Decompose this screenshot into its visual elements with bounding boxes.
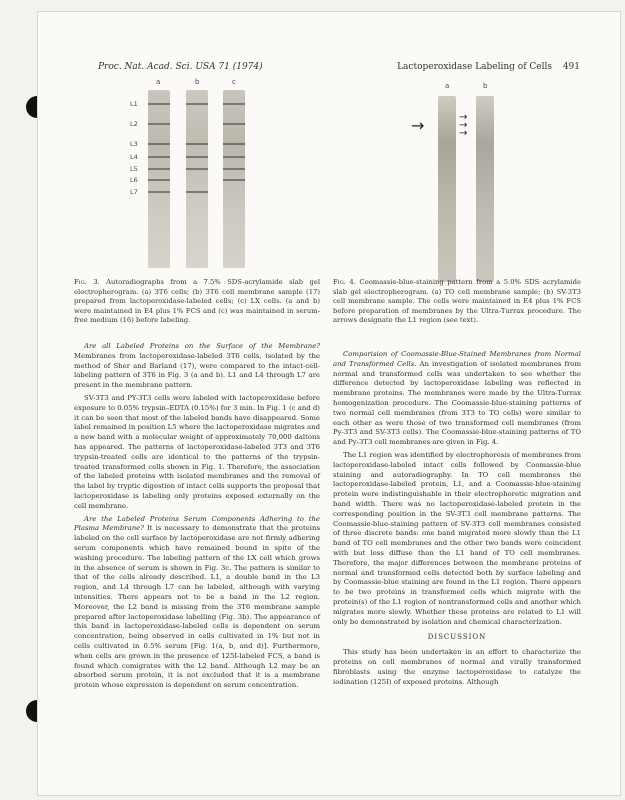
section-heading: Are the Labeled Proteins Serum Components Adhering to the Plasma Membrane?	[74, 514, 320, 533]
gel-band	[186, 143, 208, 145]
l1-region-arrow: →	[411, 116, 425, 135]
l1-region-arrow: →	[459, 128, 468, 139]
gel-band	[186, 168, 208, 170]
figure-3-label: Fig. 3.	[74, 278, 100, 286]
paragraph	[333, 648, 581, 687]
fig4-lane-label: a	[445, 82, 450, 90]
gel-band	[148, 103, 170, 105]
gel-band	[148, 156, 170, 158]
fig3-band-label: L2	[130, 120, 138, 128]
paragraph-text: An investigation of isolated membranes from normal and transformed cells was undertaken to see whether the difference detected by lactoperoxidase labeling was reflected in membrane proteins. The membranes were made by the Ultra-Turrax homogenization procedure. The Coomassie-blue-staining patterns of two normal cell membranes (from 3T3 to TO cells) were similar to each other as were those of two transformed cell membranes (from Py-3T3 and SV-3T3 cells). The Coomassie-blue-staining patterns of TO and Py-3T3 cell membranes are given in Fig. 4.	[333, 359, 581, 447]
section-heading: Comparision of Coomassie-Blue-Stained Membranes from Normal and Transformed Cells.	[333, 350, 581, 368]
left-column	[74, 342, 320, 694]
section-heading: Are all Labeled Proteins on the Surface of the Membrane?	[84, 342, 320, 350]
discussion-heading: DISCUSSION	[427, 633, 487, 642]
paragraph-text: SV-3T3 and PY-3T3 cells were labeled with lactoperoxidase before exposure to 0.05% trypsin–EDTA (0.15%) for 3 min. In Fig. 1 (c and d) it can be seen that most of the labeled bands have disappeared. Some label remained in position L5 where the lactoperoxidase migrates and a new band with a molecular weight of approximately 70,000 daltons has appeared. The patterns of lactoperoxidase-labeled 3T3 and 3T6 trypsin-treated cells are identical to the patterns of the trypsin-treated transformed cells shown in Fig. 1. Therefore, the association of the labeled proteins with isolated membranes and the removal of the label by tryptic digestion of intact cells supports the proposal that lactoperoxidase is labeling only proteins exposed externally on the cell membrane.	[74, 393, 320, 510]
gel-band	[223, 168, 245, 170]
fig3-band-label: L4	[130, 153, 138, 161]
fig3-band-label: L3	[130, 140, 138, 148]
page-number: 491	[562, 62, 580, 72]
fig4-lane-label: b	[483, 82, 488, 90]
gel-band	[186, 191, 208, 193]
gel-band	[186, 156, 208, 158]
figure-4-label: Fig. 4.	[333, 278, 356, 286]
fig3-lane-label: c	[232, 78, 236, 86]
fig3-lane-label: a	[156, 78, 161, 86]
gel-band	[148, 168, 170, 170]
right-column	[333, 350, 581, 690]
journal-citation: Proc. Nat. Acad. Sci. USA 71 (1974)	[98, 62, 263, 72]
fig3-band-label: L1	[130, 100, 138, 108]
gel-lane-a	[438, 96, 456, 282]
paragraph	[74, 394, 320, 512]
paragraph	[74, 342, 320, 391]
paragraph-text: The L1 region was identified by electrophoresis of membranes from lactoperoxidase-labeled intact cells followed by Coomassie-blue staining and autoradiography. In TO cell membranes the lactoperoxidase-labeled protein, L1, and a Coomassie-blue-staining protein were indistinguishable in their electrophoretic migration and band width. There was no lactoperoxidase-labeled protein in the corresponding position in the SV-3T3 cell membrane patterns. The Coomassie-blue-staining pattern of SV-3T3 cell membranes consisted of three discrete bands: one band migrated more slowly than the L1 band of TO cell membranes and the other two bands were coincident with but less diffuse than the L1 band of TO cell membranes. Therefore, the major differences between the membrane proteins of normal and transformed cells detected both by surface labeling and by Coomassie-blue staining are found in the L1 region. There appears to be two proteins in transformed cells which migrate with the protein(s) of the L1 region of nontransformed cells and another which migrates more slowly. Whether these proteins are related to L1 will only be demonstrated by isolation and chemical characterization.	[333, 450, 581, 626]
running-head: Lactoperoxidase Labeling of Cells	[397, 62, 552, 72]
gel-lane-b	[476, 96, 494, 282]
gel-band	[223, 156, 245, 158]
paragraph-text: Membranes from lactoperoxidase-labeled 3T6 cells, isolated by the method of Sher and Barland (17), were compared to the intact-cell-labeling pattern of 3T6 in Fig. 3 (a and b). L1 and L4 through L7 are present in the membrane pattern.	[74, 351, 320, 390]
gel-band	[148, 179, 170, 181]
figure-4	[393, 82, 573, 282]
paragraph-text: It is necessary to demonstrate that the proteins labeled on the cell surface by lactoperoxidase are not firmly adhering serum components which have remained bound in spite of the washing procedure. The labeling pattern of the LX cell which grows in the absence of serum is shown in Fig. 3c. The pattern is similar to that of the cells already described. L1, a double band in the L3 region, and L4 through L7 can be labeled, although with varying intensities. There appears not to be a band in the L2 region. Moreover, the L2 band is missing from the 3T6 membrane sample prepared after lactoperoxidase labelling (Fig. 3b). The appearance of this band in lactoperoxidase-labeled cells is dependent on serum concentration, being observed in cells cultivated in 1% but not in cells cultivated in 0.5% serum [Fig. 1(a, b, and d)]. Furthermore, when cells are grown in the presence of 125I-labeled FCS, a band is found which comigrates with the L2 band. Although L2 may be an absorbed serum protein, it is not excluded that it is a membrane protein whose expression is dependent on serum concentration.	[74, 524, 320, 690]
gel-band	[223, 179, 245, 181]
figure-3	[98, 78, 318, 283]
gel-band	[223, 143, 245, 145]
gel-band	[148, 123, 170, 125]
figure-3-caption-text: Autoradiographs from a 7.5% SDS-acrylamide slab gel electropherogram. (a) 3T6 cells; (b) 3T6 cell membrane sample (17) prepared from lactoperoxidase-labeled cells; (c) LX cells. (a and b) were maintained in E4 plus 1% FCS and (c) was maintained in serum-free medium (16) before labeling.	[74, 278, 320, 325]
figure-3-caption	[74, 278, 320, 326]
paragraph-text: This study has been undertaken in an effort to characterize the proteins on cell membranes of normal and virally transformed fibroblasts using the enzyme lactoperoxidase to catalyze the iodination (125I) of exposed proteins. Although	[333, 648, 581, 686]
fig3-band-label: L7	[130, 188, 138, 196]
gel-band	[186, 103, 208, 105]
journal-page	[38, 12, 620, 795]
paragraph	[333, 350, 581, 448]
gel-band	[148, 191, 170, 193]
gel-band	[223, 103, 245, 105]
l1-region-arrow: →	[459, 120, 468, 131]
l1-region-arrow: →	[459, 112, 468, 123]
figure-4-caption	[333, 278, 581, 326]
fig3-band-label: L5	[130, 165, 138, 173]
gel-band	[148, 143, 170, 145]
figure-4-caption-text: Coomassie-blue-staining pattern from a 5.0% SDS acrylamide slab gel electropherogram. (a) TO cell membrane sample; (b) SV-3T3 cell membrane sample. The cells were maintained in E4 plus 1% FCS before preparation of membranes by the Ultra-Turrax procedure. The arrows designate the L1 region (see text).	[333, 278, 581, 325]
gel-band	[223, 123, 245, 125]
gel-lane-b	[186, 90, 208, 268]
paragraph	[74, 515, 320, 691]
fig3-lane-label: b	[195, 78, 200, 86]
fig3-band-label: L6	[130, 176, 138, 184]
paragraph	[333, 451, 581, 627]
